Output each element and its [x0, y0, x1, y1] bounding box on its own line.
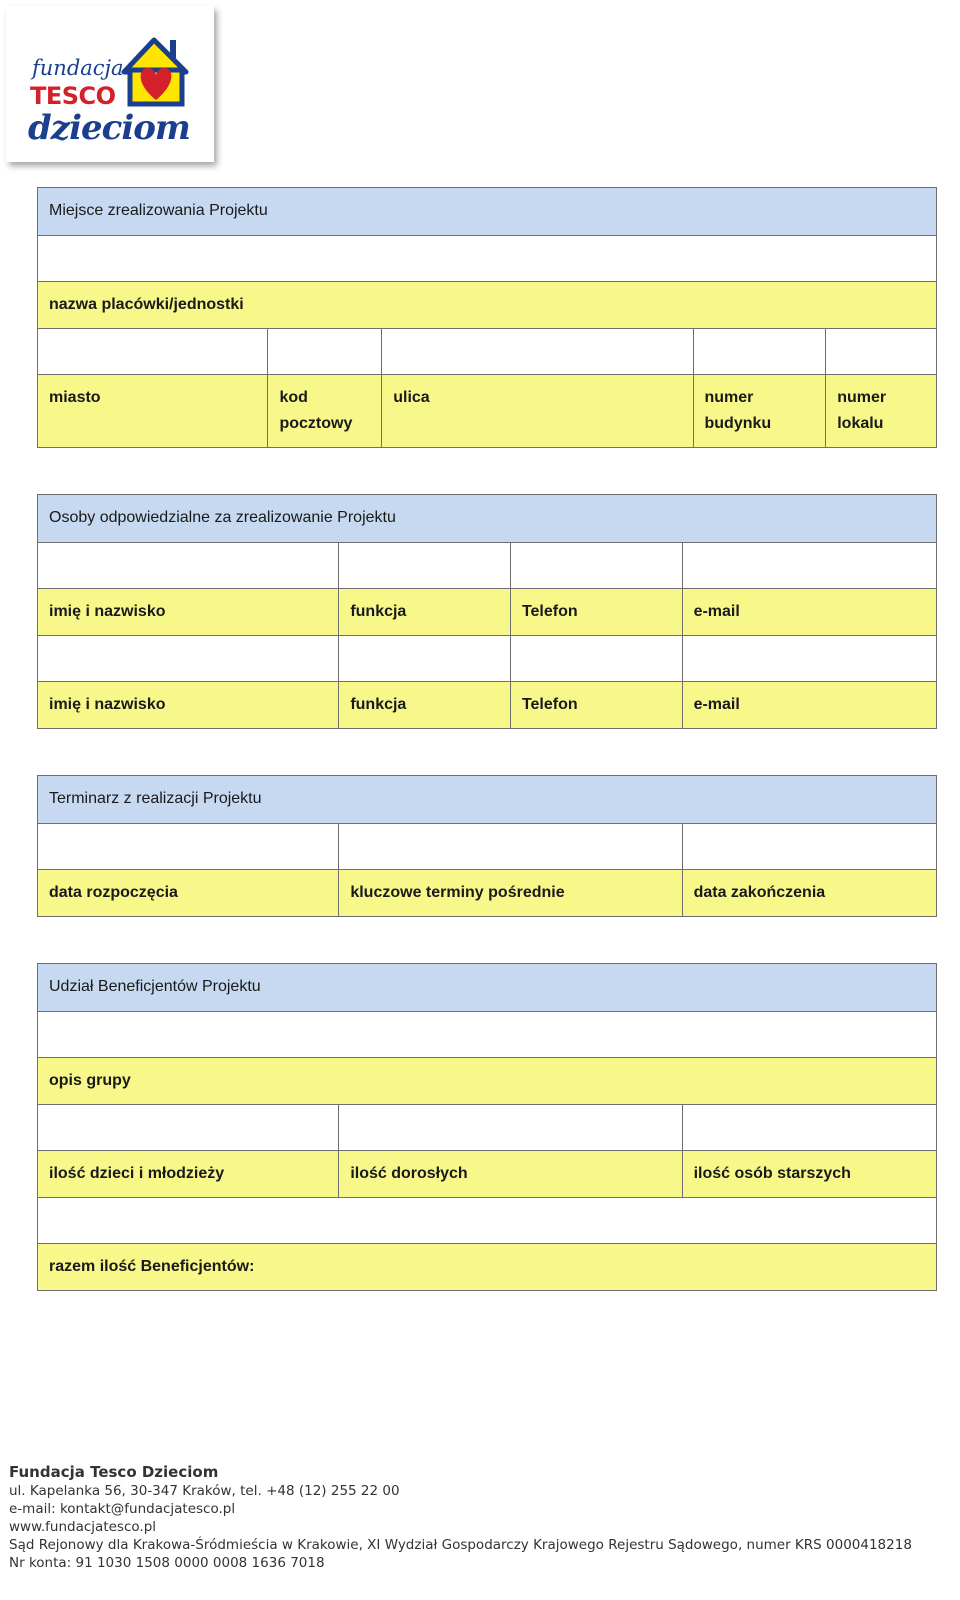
- counts-label-row: [38, 1150, 936, 1197]
- total-beneficiaries-label: razem ilość Beneficjentów:: [49, 1258, 255, 1275]
- logo: [6, 6, 214, 162]
- building-number-field[interactable]: [693, 329, 826, 374]
- building-number-label: numer budynku: [693, 375, 826, 447]
- facility-name-label: nazwa placówki/jednostki: [49, 296, 244, 313]
- person1-phone-field[interactable]: [510, 543, 682, 588]
- application-form: [37, 187, 937, 1337]
- total-beneficiaries-field[interactable]: [38, 1198, 936, 1243]
- start-date-label: data rozpoczęcia: [49, 884, 178, 901]
- schedule-header: Terminarz z realizacji Projektu: [49, 790, 262, 807]
- person2-phone-label: Telefon: [510, 682, 682, 728]
- counts-input-row: [38, 1104, 936, 1150]
- person2-label-row: [38, 681, 936, 728]
- person2-role-field[interactable]: [338, 636, 510, 681]
- person2-input-row: [38, 635, 936, 681]
- person1-phone-label: Telefon: [510, 589, 682, 635]
- group-description-label: opis grupy: [49, 1072, 131, 1089]
- footer-website: www.fundacjatesco.pl: [9, 1519, 157, 1535]
- beneficiaries-section: [37, 963, 937, 1291]
- person2-phone-field[interactable]: [510, 636, 682, 681]
- seniors-count-field[interactable]: [682, 1105, 936, 1150]
- city-field[interactable]: [38, 329, 267, 374]
- person2-name-field[interactable]: [38, 636, 338, 681]
- person2-email-label: e-mail: [682, 682, 936, 728]
- children-count-field[interactable]: [38, 1105, 338, 1150]
- logo-text-tesco: TESCO: [30, 82, 116, 110]
- end-date-field[interactable]: [682, 824, 936, 869]
- total-input-row: [38, 1197, 936, 1243]
- start-date-field[interactable]: [38, 824, 338, 869]
- place-header: Miejsce zrealizowania Projektu: [49, 202, 268, 219]
- group-input-row: [38, 1011, 936, 1057]
- person2-name-label: imię i nazwisko: [49, 696, 166, 713]
- footer: [9, 1462, 912, 1572]
- person1-role-field[interactable]: [338, 543, 510, 588]
- total-label-row: [38, 1243, 936, 1290]
- city-label: miasto: [49, 389, 101, 406]
- postal-code-label: kod pocztowy: [267, 375, 381, 447]
- footer-bank-account: Nr konta: 91 1030 1508 0000 0008 1636 7018: [9, 1555, 325, 1571]
- person1-name-field[interactable]: [38, 543, 338, 588]
- milestones-field[interactable]: [338, 824, 681, 869]
- person1-label-row: [38, 588, 936, 635]
- facility-label-row: [38, 281, 936, 328]
- facility-name-field[interactable]: [38, 236, 936, 281]
- children-count-label: ilość dzieci i młodzieży: [49, 1165, 225, 1182]
- logo-text-dzieciom: dzieciom: [28, 108, 190, 148]
- address-label-row: [38, 374, 936, 447]
- street-label: ulica: [381, 375, 692, 447]
- beneficiaries-header-row: [38, 964, 936, 1011]
- persons-header-row: [38, 495, 936, 542]
- footer-court-registration: Sąd Rejonowy dla Krakowa-Śródmieścia w Krakowie, XI Wydział Gospodarczy Krajowego Rejestru Sądowego, numer KRS 0000418218: [9, 1537, 912, 1553]
- footer-email: e-mail: kontakt@fundacjatesco.pl: [9, 1501, 236, 1517]
- unit-number-label: numer lokalu: [825, 375, 936, 447]
- adults-count-label: ilość dorosłych: [338, 1151, 681, 1197]
- group-description-field[interactable]: [38, 1012, 936, 1057]
- person1-role-label: funkcja: [338, 589, 510, 635]
- footer-organization-name: Fundacja Tesco Dzieciom: [9, 1463, 219, 1481]
- seniors-count-label: ilość osób starszych: [682, 1151, 936, 1197]
- schedule-input-row: [38, 823, 936, 869]
- street-field[interactable]: [381, 329, 692, 374]
- persons-section: [37, 494, 937, 729]
- persons-header: Osoby odpowiedzialne za zrealizowanie Projektu: [49, 509, 396, 526]
- person1-email-field[interactable]: [682, 543, 936, 588]
- postal-code-field[interactable]: [267, 329, 381, 374]
- footer-address: ul. Kapelanka 56, 30-347 Kraków, tel. +48 (12) 255 22 00: [9, 1483, 400, 1499]
- person2-role-label: funkcja: [338, 682, 510, 728]
- place-header-row: [38, 188, 936, 235]
- address-input-row: [38, 328, 936, 374]
- person1-email-label: e-mail: [682, 589, 936, 635]
- end-date-label: data zakończenia: [682, 870, 936, 916]
- logo-text-fundacja: fundacja: [32, 56, 124, 80]
- adults-count-field[interactable]: [338, 1105, 681, 1150]
- person1-name-label: imię i nazwisko: [49, 603, 166, 620]
- person2-email-field[interactable]: [682, 636, 936, 681]
- group-label-row: [38, 1057, 936, 1104]
- unit-number-field[interactable]: [825, 329, 936, 374]
- beneficiaries-header: Udział Beneficjentów Projektu: [49, 978, 261, 995]
- facility-input-row: [38, 235, 936, 281]
- place-section: [37, 187, 937, 448]
- person1-input-row: [38, 542, 936, 588]
- milestones-label: kluczowe terminy pośrednie: [338, 870, 681, 916]
- schedule-section: [37, 775, 937, 917]
- schedule-label-row: [38, 869, 936, 916]
- schedule-header-row: [38, 776, 936, 823]
